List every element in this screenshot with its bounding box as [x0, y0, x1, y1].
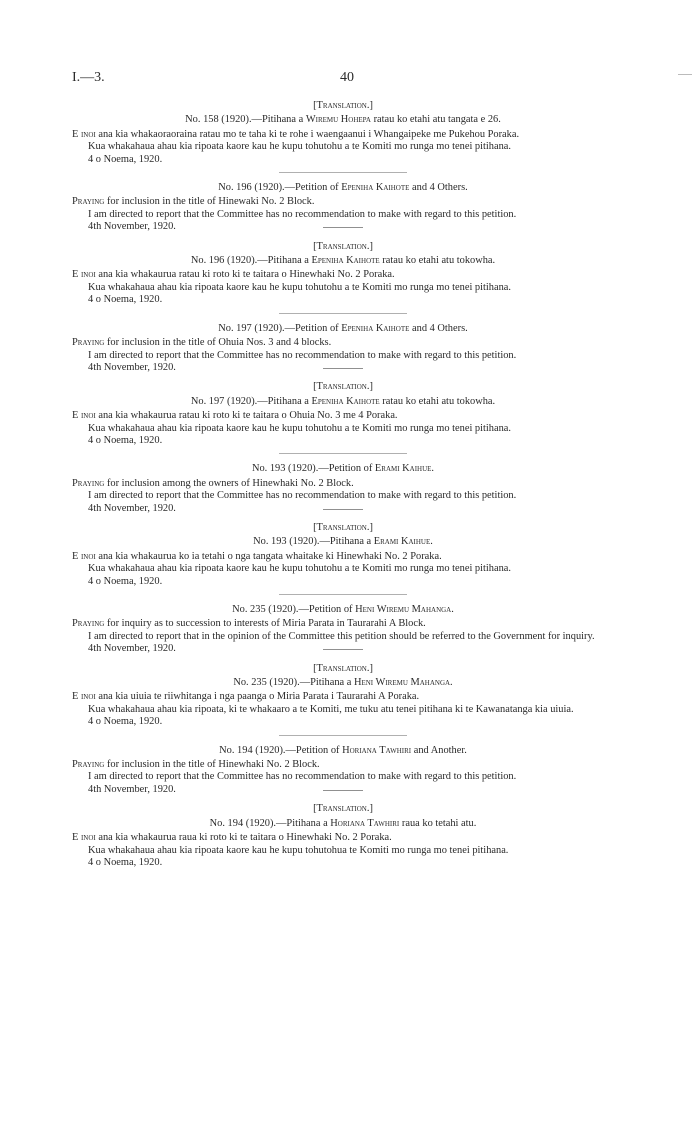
- petitioner-name: Heni Wiremu Mahanga.: [355, 604, 454, 615]
- short-divider: [323, 368, 363, 369]
- prayer-paragraph: [72, 129, 614, 141]
- section-divider: [279, 453, 407, 454]
- entry-title: [72, 396, 614, 408]
- translation-block: [72, 663, 614, 729]
- petitioner-name: Horiana Tawhiri: [330, 817, 400, 829]
- opening-word: E inoi: [72, 550, 96, 562]
- report-date: 4 o Noema, 1920.: [88, 153, 163, 165]
- opening-word: E inoi: [72, 691, 96, 703]
- prayer-text: ana kia whakaurua ratau ki roto ki te taitara o Ohuia No. 3 me 4 Poraka.: [98, 410, 398, 422]
- page-number: 40: [340, 70, 354, 85]
- title-suffix: ratau ko etahi atu tokowha.: [382, 395, 496, 407]
- title-prefix: No. 193 (1920).—Petition of: [251, 463, 373, 475]
- date-row: [72, 643, 614, 655]
- prayer-paragraph: [72, 759, 614, 771]
- prayer-paragraph: [72, 196, 614, 208]
- entry-title: [72, 745, 614, 757]
- section-divider: [279, 313, 407, 314]
- short-divider: [323, 509, 363, 510]
- prayer-text: ana kia uiuia te riiwhitanga i nga paanga o Miria Parata i Taurarahi A Poraka.: [98, 691, 420, 703]
- prayer-text: for inclusion among the owners of Hinewhaki No. 2 Block.: [106, 477, 354, 489]
- entry-title: [72, 463, 614, 475]
- prayer-paragraph: [72, 618, 614, 630]
- title-prefix: No. 196 (1920).—Pitihana a: [190, 255, 309, 267]
- translation-label: [Translation.]: [313, 240, 373, 252]
- title-prefix: No. 158 (1920).—Pitihana a: [185, 114, 304, 126]
- report-paragraph: Kua whakahaua ahau kia ripoata kaore kau he kupu tohutohu a te Komiti mo runga mo tenei pitihana.: [88, 563, 511, 575]
- report-paragraph: I am directed to report that the Committee has no recommendation to make with regard to this petition.: [88, 349, 517, 361]
- translation-block: [72, 241, 614, 307]
- petitioner-name: Heni Wiremu Mahanga.: [353, 677, 453, 689]
- translation-block: [72, 100, 614, 166]
- translation-label: [Translation.]: [313, 803, 373, 815]
- margin-mark: [678, 74, 692, 75]
- opening-word: Praying: [72, 196, 105, 208]
- petition-block: [72, 745, 614, 797]
- entry-title: [72, 604, 614, 616]
- translation-block: [72, 381, 614, 447]
- title-prefix: No. 197 (1920).—Petition of: [218, 322, 339, 334]
- title-prefix: No. 194 (1920).—Pitihana a: [209, 817, 328, 829]
- petitioner-name: Erami Kaihue.: [374, 463, 435, 475]
- petition-block: [72, 182, 614, 234]
- spacer: [72, 515, 614, 522]
- short-divider: [323, 790, 363, 791]
- prayer-text: for inclusion in the title of Ohuia Nos. 3 and 4 blocks.: [106, 337, 332, 349]
- prayer-text: ana kia whakaoraoraina ratau mo te taha ki te rohe i waengaanui i Whangaipeke me Pukehou Poraka.: [98, 128, 520, 140]
- entry-title: [72, 255, 614, 267]
- opening-word: E inoi: [72, 269, 96, 281]
- title-suffix: raua ko tetahi atu.: [401, 817, 477, 829]
- prayer-text: for inclusion in the title of Hinewhaki No. 2 Block.: [106, 759, 320, 771]
- report-date: 4th November, 1920.: [88, 361, 176, 373]
- paper-identifier: I.—3.: [72, 70, 105, 85]
- report-paragraph: Kua whakahaua ahau kia ripoata kaore kau he kupu tohutohu a te Komiti mo runga mo tenei pitihana.: [88, 281, 511, 293]
- spacer: [72, 796, 614, 803]
- date-row: [72, 503, 614, 515]
- petitioner-name: Epeniha Kaihote: [311, 395, 380, 407]
- petitioner-name: Epeniha Kaihote: [341, 182, 410, 194]
- report-date: 4 o Noema, 1920.: [88, 856, 163, 868]
- prayer-paragraph: [72, 551, 614, 563]
- petition-block: [72, 604, 614, 656]
- prayer-text: for inquiry as to succession to interests of Miria Parata in Taurarahi A Block.: [106, 618, 426, 630]
- translation-label: [Translation.]: [313, 381, 373, 393]
- opening-word: E inoi: [72, 410, 96, 422]
- entry-title: [72, 114, 614, 126]
- petitioner-name: Horiana Tawhiri: [342, 744, 412, 756]
- short-divider: [323, 649, 363, 650]
- opening-word: E inoi: [72, 128, 96, 140]
- title-prefix: No. 196 (1920).—Petition of: [218, 182, 339, 194]
- report-date: 4 o Noema, 1920.: [88, 294, 163, 306]
- entry-title: [72, 677, 614, 689]
- entry-title: [72, 818, 614, 830]
- report-paragraph: I am directed to report that in the opinion of the Committee this petition should be referred to the Government for inquiry.: [88, 630, 595, 642]
- prayer-paragraph: [72, 337, 614, 349]
- short-divider: [323, 227, 363, 228]
- report-paragraph: Kua whakahaua ahau kia ripoata kaore kau he kupu tohutohu a te Komiti mo runga mo tenei pitihana.: [88, 422, 511, 434]
- opening-word: E inoi: [72, 832, 96, 844]
- report-date: 4th November, 1920.: [88, 783, 176, 795]
- opening-word: Praying: [72, 618, 105, 630]
- opening-word: Praying: [72, 759, 105, 771]
- report-paragraph: Kua whakahaua ahau kia ripoata kaore kau he kupu tohutohu a te Komiti mo runga mo tenei pitihana.: [88, 141, 511, 153]
- petition-block: [72, 323, 614, 375]
- document-body: [72, 100, 614, 869]
- spacer: [72, 374, 614, 381]
- date-row: [72, 221, 614, 233]
- prayer-paragraph: [72, 691, 614, 703]
- title-suffix: and Another.: [413, 744, 467, 756]
- title-prefix: No. 193 (1920).—Pitihana a: [253, 536, 372, 548]
- title-suffix: and 4 Others.: [412, 322, 468, 334]
- title-suffix: ratau ko etahi atu tangata e 26.: [373, 114, 501, 126]
- title-prefix: No. 194 (1920).—Petition of: [219, 744, 340, 756]
- opening-word: Praying: [72, 337, 105, 349]
- petition-block: [72, 463, 614, 515]
- prayer-paragraph: [72, 832, 614, 844]
- title-suffix: ratau ko etahi atu tokowha.: [382, 255, 496, 267]
- petitioner-name: Wiremu Hohepa: [305, 114, 371, 126]
- section-divider: [279, 594, 407, 595]
- entry-title: [72, 182, 614, 194]
- petitioner-name: Erami Kaihue.: [373, 536, 433, 548]
- report-date: 4 o Noema, 1920.: [88, 434, 163, 446]
- report-paragraph: I am directed to report that the Committee has no recommendation to make with regard to this petition.: [88, 490, 517, 502]
- title-prefix: No. 235 (1920).—Petition of: [232, 604, 353, 615]
- spacer: [72, 656, 614, 663]
- entry-title: [72, 536, 614, 548]
- prayer-text: for inclusion in the title of Hinewaki No. 2 Block.: [106, 196, 315, 208]
- date-row: [72, 784, 614, 796]
- section-divider: [279, 735, 407, 736]
- report-date: 4 o Noema, 1920.: [88, 575, 163, 587]
- section-divider: [279, 172, 407, 173]
- report-paragraph: I am directed to report that the Committee has no recommendation to make with regard to this petition.: [88, 771, 517, 783]
- title-prefix: No. 235 (1920).—Pitihana a: [233, 677, 352, 689]
- petitioner-name: Epeniha Kaihote: [311, 255, 380, 267]
- petitioner-name: Epeniha Kaihote: [341, 322, 410, 334]
- translation-label: [Translation.]: [313, 521, 373, 533]
- report-date: 4th November, 1920.: [88, 221, 176, 233]
- prayer-paragraph: [72, 478, 614, 490]
- report-paragraph: Kua whakahaua ahau kia ripoata kaore kau he kupu tohutohua te Komiti mo runga mo tenei pitihana.: [88, 844, 509, 856]
- prayer-text: ana kia whakaurua ratau ki roto ki te taitara o Hinewhaki No. 2 Poraka.: [98, 269, 395, 281]
- page-header: [72, 70, 640, 90]
- translation-label: [Translation.]: [313, 662, 373, 674]
- translation-block: [72, 803, 614, 869]
- date-row: [72, 362, 614, 374]
- report-date: 4th November, 1920.: [88, 643, 176, 655]
- title-suffix: and 4 Others.: [412, 182, 468, 194]
- prayer-text: ana kia whakaurua raua ki roto ki te taitara o Hinewhaki No. 2 Poraka.: [98, 832, 392, 844]
- report-date: 4th November, 1920.: [88, 502, 176, 514]
- report-date: 4 o Noema, 1920.: [88, 716, 163, 728]
- opening-word: Praying: [72, 477, 105, 489]
- title-prefix: No. 197 (1920).—Pitihana a: [190, 395, 309, 407]
- report-paragraph: Kua whakahaua ahau kia ripoata, ki te whakaaro a te Komiti, me tuku atu tenei pitihana ki te Kawanatanga kia uiuia.: [88, 703, 574, 715]
- prayer-paragraph: [72, 269, 614, 281]
- spacer: [72, 234, 614, 241]
- translation-label: [Translation.]: [313, 100, 373, 111]
- prayer-paragraph: [72, 410, 614, 422]
- translation-block: [72, 522, 614, 588]
- prayer-text: ana kia whakaurua ko ia tetahi o nga tangata whaitake ki Hinewhaki No. 2 Poraka.: [98, 550, 442, 562]
- report-paragraph: I am directed to report that the Committee has no recommendation to make with regard to this petition.: [88, 208, 517, 220]
- entry-title: [72, 323, 614, 335]
